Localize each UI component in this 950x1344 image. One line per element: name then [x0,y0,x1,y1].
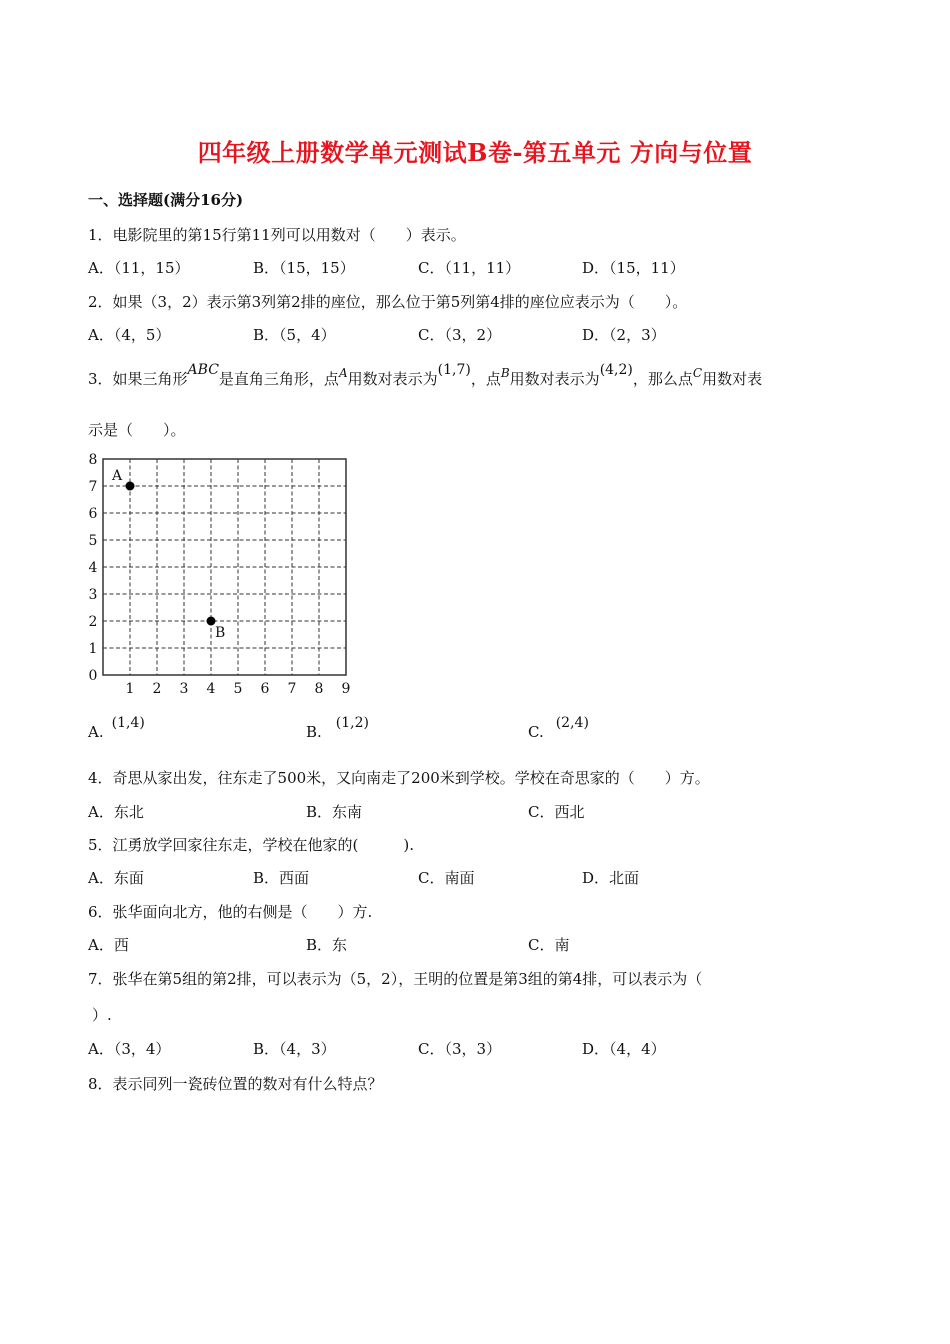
q1-option-b[interactable]: B．（15，15） [253,259,355,277]
page-title: 四年级上册数学单元测试B卷-第五单元 方向与位置 [197,138,753,167]
x-tick-3: 3 [179,681,189,695]
q3-option-b-value: (1,2) [335,715,369,731]
coordinate-grid [84,450,356,695]
q7-option-a[interactable]: A．（3，4） [88,1040,171,1058]
question-1-text: 1．电影院里的第15行第11列可以用数对（ ）表示。 [88,226,466,244]
q5-option-a[interactable]: A．东面 [88,869,144,887]
q3-part2: 是直角三角形，点 [218,370,339,388]
q3-option-c-value: (2,4) [555,715,589,731]
q1-option-c[interactable]: C．（11，11） [418,259,521,277]
y-axis-ticks [89,452,98,684]
x-tick-4: 4 [206,681,216,695]
q3-option-c[interactable] [528,715,589,741]
x-axis-ticks [126,681,351,695]
q3-point-a: A [338,366,348,380]
y-tick-2: 2 [88,614,98,630]
question-8-text: 8．表示同列一瓷砖位置的数对有什么特点？ [88,1075,383,1093]
q3-part4: ，点 [470,370,501,388]
q3-part5: 用数对表示为 [509,370,600,388]
q7-option-b[interactable]: B．（4，3） [253,1040,336,1058]
q5-option-c[interactable]: C．南面 [418,869,475,887]
q3-coord-a: (1,7) [437,362,471,378]
x-tick-9: 9 [341,681,351,695]
q3-part1: 3．如果三角形 [88,370,188,388]
q3-part3: 用数对表示为 [347,370,438,388]
q2-option-a[interactable]: A．（4，5） [88,326,171,344]
q4-option-a[interactable]: A．东北 [88,803,144,821]
section-heading: 一、选择题(满分16分) [88,191,244,209]
y-tick-6: 6 [88,506,98,522]
y-tick-4: 4 [88,560,98,576]
q3-part6: ，那么点 [632,370,693,388]
q5-option-b[interactable]: B．西面 [253,869,310,887]
y-tick-3: 3 [88,587,98,603]
q7-option-d[interactable]: D．（4，4） [582,1040,666,1058]
y-tick-7: 7 [88,479,98,495]
q1-option-d[interactable]: D．（15，11） [582,259,685,277]
x-tick-5: 5 [233,681,243,695]
q5-option-d[interactable]: D．北面 [582,869,640,887]
question-5-text: 5．江勇放学回家往东走，学校在他家的( ). [88,836,415,854]
point-a-marker [126,482,135,491]
x-tick-7: 7 [287,681,297,695]
point-a-label: A [112,468,123,484]
question-7-text-line2: ）. [92,1006,112,1024]
x-tick-1: 1 [125,681,135,695]
question-3-text-line2: 示是（ ）。 [88,421,186,439]
q4-option-c[interactable]: C．西北 [528,803,585,821]
q3-option-a[interactable] [88,715,145,741]
y-tick-1: 1 [88,641,98,657]
q7-option-c[interactable]: C．（3，3） [418,1040,502,1058]
q3-option-c-letter: C. [528,723,544,741]
question-4-text: 4．奇思从家出发，往东走了500米，又向南走了200米到学校。学校在奇思家的（ ）方。 [88,769,710,787]
q2-option-b[interactable]: B．（5，4） [253,326,336,344]
x-tick-6: 6 [260,681,270,695]
question-3-text [88,362,763,389]
q1-option-a[interactable]: A．（11，15） [88,259,190,277]
q2-option-c[interactable]: C．（3，2） [418,326,502,344]
q3-triangle-abc: ABC [187,362,219,378]
q2-option-d[interactable]: D．（2，3） [582,326,666,344]
q3-part7: 用数对表 [702,370,763,388]
q3-option-a-letter: A. [88,723,104,741]
q3-coord-b: (4,2) [599,362,633,378]
q3-option-b[interactable] [306,715,369,741]
q3-option-b-letter: B. [306,723,322,741]
question-2-text: 2．如果（3，2）表示第3列第2排的座位，那么位于第5列第4排的座位应表示为（ ）。 [88,293,688,311]
y-tick-8: 8 [88,452,98,468]
y-tick-5: 5 [88,533,98,549]
q6-option-c[interactable]: C．南 [528,936,570,954]
q6-option-a[interactable]: A．西 [88,936,129,954]
question-6-text: 6．张华面向北方，他的右侧是（ ）方. [88,903,373,921]
y-tick-0: 0 [88,668,98,684]
question-7-text: 7．张华在第5组的第2排，可以表示为（5，2），王明的位置是第3组的第4排，可以表示为（ [88,970,703,988]
x-tick-2: 2 [152,681,162,695]
x-tick-8: 8 [314,681,324,695]
q3-option-a-value: (1,4) [111,715,145,731]
q6-option-b[interactable]: B．东 [306,936,348,954]
grid-lines [103,459,346,675]
q3-point-c: C [692,366,703,380]
q3-point-b: B [500,366,510,380]
point-b-label: B [215,625,226,641]
q4-option-b[interactable]: B．东南 [306,803,363,821]
